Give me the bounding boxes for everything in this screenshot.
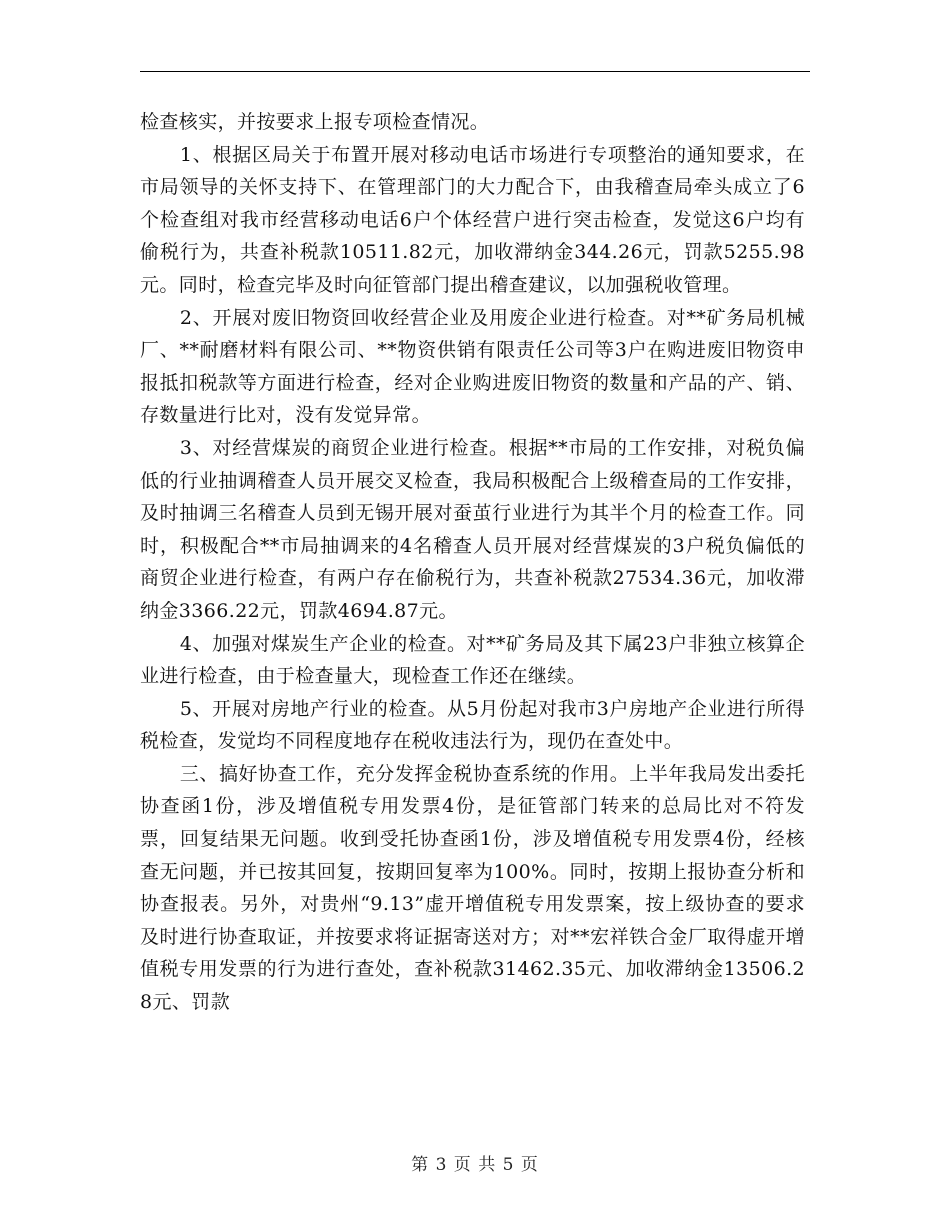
paragraph-item-4: 4、加强对煤炭生产企业的检查。对**矿务局及其下属23户非独立核算企业进行检查，由于检查量大，现检查工作还在继续。 [140,632,805,688]
paragraph-item-3: 3、对经营煤炭的商贸企业进行检查。根据**市局的工作安排，对税负偏低的行业抽调稽查人员开展交叉检查，我局积极配合上级稽查局的工作安排，及时抽调三名稽查人员到无锡开展对蚕茧行业进行为其半个月的检查工作。同时，积极配合**市局抽调来的4名稽查人员开展对经营煤炭的3户税负偏低的商贸企业进行检查，有两户存在偷税行为，共查补税款27534.36元，加收滞纳金3366.22元，罚款4694.87元。 [140,436,805,622]
paragraph-section-3: 三、搞好协查工作，充分发挥金税协查系统的作用。上半年我局发出委托协查函1份，涉及增值税专用发票4份，是征管部门转来的总局比对不符发票，回复结果无问题。收到受托协查函1份，涉及增值税专用发票4份，经核查无问题，并已按其回复，按期回复率为100%。同时，按期上报协查分析和协查报表。另外，对贵州“9.13”虚开增值税专用发票案，按上级协查的要求及时进行协查取证，并按要求将证据寄送对方；对**宏祥铁合金厂取得虚开增值税专用发票的行为进行查处，查补税款31462.35元、加收滞纳金13506.28元、罚款 [140,762,805,1014]
paragraph-continuation: 检查核实，并按要求上报专项检查情况。 [140,111,490,133]
header-rule [140,71,810,72]
document-body [140,106,805,1019]
paragraph-item-1: 1、根据区局关于布置开展对移动电话市场进行专项整治的通知要求，在市局领导的关怀支持下、在管理部门的大力配合下，由我稽查局牵头成立了6个检查组对我市经营移动电话6户个体经营户进行突击检查，发觉这6户均有偷税行为，共查补税款10511.82元，加收滞纳金344.26元，罚款5255.98元。同时，检查完毕及时向征管部门提出稽查建议，以加强税收管理。 [140,143,805,296]
page-number-footer: 第 3 页 共 5 页 [411,1155,539,1175]
paragraph-item-5: 5、开展对房地产行业的检查。从5月份起对我市3户房地产企业进行所得税检查，发觉均不同程度地存在税收违法行为，现仍在查处中。 [140,697,805,753]
paragraph-item-2: 2、开展对废旧物资回收经营企业及用废企业进行检查。对**矿务局机械厂、**耐磨材料有限公司、**物资供销有限责任公司等3户在购进废旧物资申报抵扣税款等方面进行检查，经对企业购进废旧物资的数量和产品的产、销、存数量进行比对，没有发觉异常。 [140,306,805,427]
